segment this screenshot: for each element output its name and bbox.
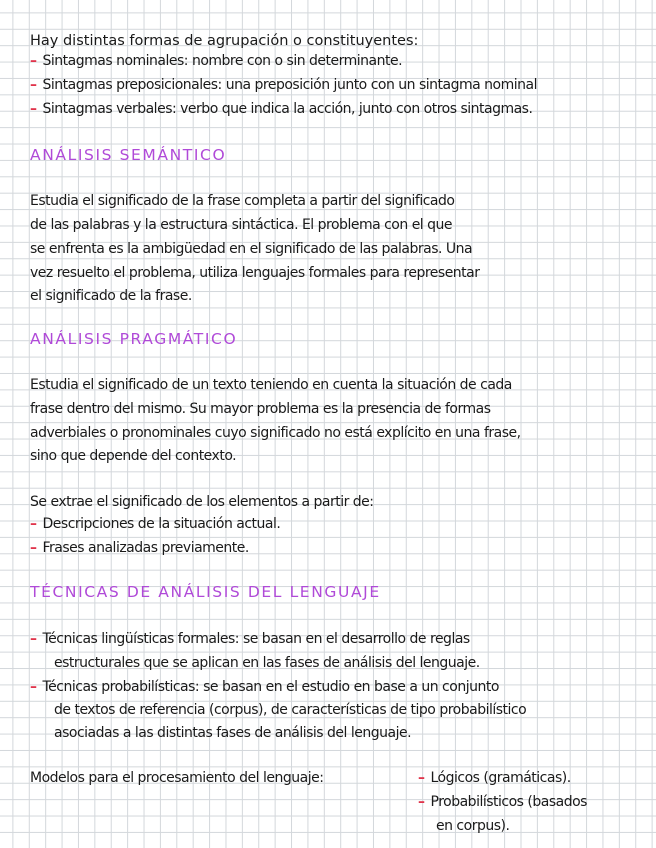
section-heading-pragmatic: ANÁLISIS PRAGMÁTICO xyxy=(30,330,238,348)
paragraph-line: adverbiales o pronominales cuyo significado no está explícito en una frase, xyxy=(30,425,521,441)
list-item: – Sintagmas preposicionales: una preposición junto con un sintagma nominal xyxy=(30,77,537,93)
dash-bullet: – xyxy=(30,101,37,117)
paragraph-line: Estudia el significado de un texto teniendo en cuenta la situación de cada xyxy=(30,377,512,393)
list-item: – Sintagmas nominales: nombre con o sin determinante. xyxy=(30,53,403,69)
extract-intro: Se extrae el significado de los elementos a partir de: xyxy=(30,494,374,510)
dash-bullet: – xyxy=(418,770,425,786)
list-item: – Descripciones de la situación actual. xyxy=(30,516,281,532)
list-item-continuation: estructurales que se aplican en las fases de análisis del lenguaje. xyxy=(54,655,480,671)
list-item-continuation: de textos de referencia (corpus), de características de tipo probabilístico xyxy=(54,702,527,718)
list-item: – Probabilísticos (basados xyxy=(418,794,587,810)
paragraph-line: de las palabras y la estructura sintáctica. El problema con el que xyxy=(30,217,453,233)
dash-bullet: – xyxy=(418,794,425,810)
list-item: – Técnicas probabilísticas: se basan en el estudio en base a un conjunto xyxy=(30,679,499,695)
list-item: – Técnicas lingüísticas formales: se basan en el desarrollo de reglas xyxy=(30,631,470,647)
list-item: – Lógicos (gramáticas). xyxy=(418,770,571,786)
dash-bullet: – xyxy=(30,679,37,695)
dash-bullet: – xyxy=(30,77,37,93)
paragraph-line: el significado de la frase. xyxy=(30,288,192,304)
models-label: Modelos para el procesamiento del lenguaje: xyxy=(30,770,324,786)
dash-bullet: – xyxy=(30,631,37,647)
section-heading-techniques: TÉCNICAS DE ANÁLISIS DEL LENGUAJE xyxy=(30,583,381,601)
dash-bullet: – xyxy=(30,516,37,532)
list-item: – Frases analizadas previamente. xyxy=(30,540,249,556)
paragraph-line: se enfrenta es la ambigüedad en el significado de las palabras. Una xyxy=(30,241,473,257)
dash-bullet: – xyxy=(30,540,37,556)
list-item-continuation: asociadas a las distintas fases de análisis del lenguaje. xyxy=(54,725,412,741)
paragraph-line: sino que depende del contexto. xyxy=(30,448,237,464)
dash-bullet: – xyxy=(30,53,37,69)
intro-text: Hay distintas formas de agrupación o constituyentes: xyxy=(30,33,419,49)
list-item: – Sintagmas verbales: verbo que indica la acción, junto con otros sintagmas. xyxy=(30,101,533,117)
paragraph-line: Estudia el significado de la frase completa a partir del significado xyxy=(30,193,455,209)
paragraph-line: vez resuelto el problema, utiliza lenguajes formales para representar xyxy=(30,265,480,281)
paragraph-line: frase dentro del mismo. Su mayor problema es la presencia de formas xyxy=(30,401,491,417)
section-heading-semantic: ANÁLISIS SEMÁNTICO xyxy=(30,146,227,164)
list-item-continuation: en corpus). xyxy=(436,818,510,834)
